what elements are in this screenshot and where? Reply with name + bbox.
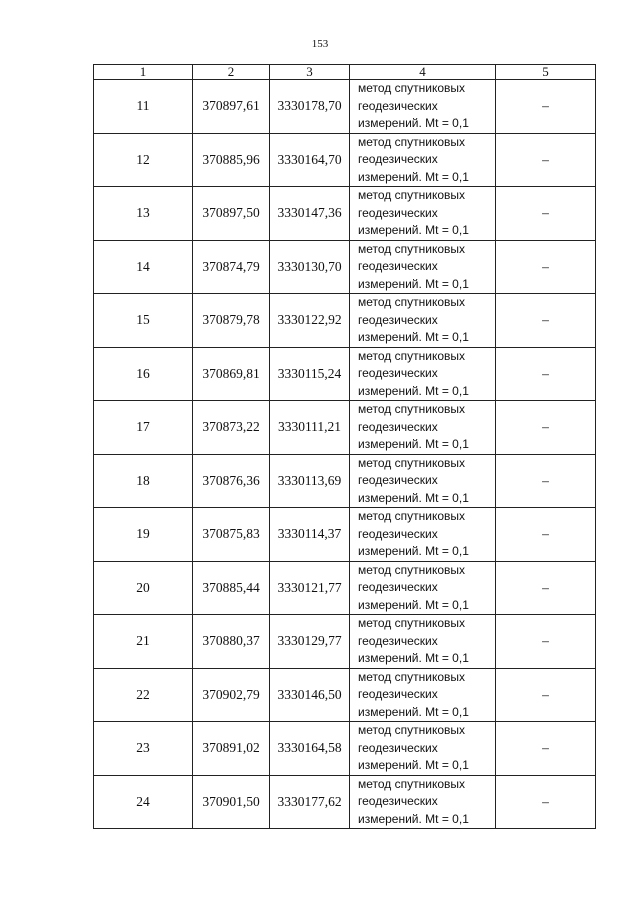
column-5-cell: – (496, 561, 596, 615)
method-cell (350, 668, 496, 722)
method-line: метод спутниковых (358, 402, 466, 416)
method-line: измерений. Mt = 0,1 (358, 169, 469, 184)
point-number-cell: 24 (94, 775, 193, 829)
point-number-cell: 11 (94, 80, 193, 134)
method-line: метод спутниковых (358, 295, 466, 309)
table-row (94, 454, 596, 508)
table-row (94, 775, 596, 829)
method-line: измерений. Mt = 0,1 (358, 116, 469, 130)
point-number-cell: 23 (94, 722, 193, 776)
point-number-cell: 22 (94, 668, 193, 722)
method-line: геодезических (358, 152, 438, 166)
method-cell (350, 80, 496, 134)
y-coordinate-cell: 3330114,37 (270, 508, 350, 562)
table-body (94, 80, 596, 829)
y-coordinate-cell: 3330178,70 (270, 80, 350, 134)
method-line: метод спутниковых (358, 509, 466, 523)
method-line: геодезических (358, 740, 438, 755)
y-coordinate-cell: 3330130,70 (270, 240, 350, 294)
column-header-1: 1 (94, 65, 193, 80)
point-number-cell: 15 (94, 294, 193, 348)
column-5-cell: – (496, 454, 596, 508)
column-5-cell: – (496, 508, 596, 562)
y-coordinate-cell: 3330122,92 (270, 294, 350, 348)
method-line: геодезических (358, 98, 438, 113)
y-coordinate-cell: 3330177,62 (270, 775, 350, 829)
table-header-row (94, 65, 596, 80)
column-header-3: 3 (270, 65, 350, 80)
x-coordinate-cell: 370879,78 (193, 294, 270, 348)
method-line: геодезических (358, 794, 438, 808)
table-row (94, 133, 596, 187)
column-5-cell: – (496, 187, 596, 241)
column-5-cell: – (496, 722, 596, 776)
column-header-2: 2 (193, 65, 270, 80)
y-coordinate-cell: 3330147,36 (270, 187, 350, 241)
method-line: метод спутниковых (358, 241, 466, 256)
x-coordinate-cell: 370891,02 (193, 722, 270, 776)
method-cell (350, 508, 496, 562)
method-line: геодезических (358, 366, 438, 380)
x-coordinate-cell: 370873,22 (193, 401, 270, 455)
column-header-5: 5 (496, 65, 596, 80)
method-line: геодезических (358, 259, 438, 273)
column-5-cell: – (496, 240, 596, 294)
method-line: геодезических (358, 633, 438, 648)
x-coordinate-cell: 370897,61 (193, 80, 270, 134)
method-line: измерений. Mt = 0,1 (358, 597, 469, 612)
column-5-cell: – (496, 775, 596, 829)
y-coordinate-cell: 3330164,58 (270, 722, 350, 776)
method-line: геодезических (358, 473, 438, 487)
method-line: метод спутниковых (358, 723, 466, 737)
method-line: метод спутниковых (358, 348, 466, 363)
method-line: метод спутниковых (358, 455, 466, 470)
method-cell (350, 294, 496, 348)
column-5-cell: – (496, 80, 596, 134)
point-number-cell: 12 (94, 133, 193, 187)
point-number-cell: 16 (94, 347, 193, 401)
table-row (94, 668, 596, 722)
y-coordinate-cell: 3330115,24 (270, 347, 350, 401)
method-line: измерений. Mt = 0,1 (358, 383, 469, 398)
table-row (94, 240, 596, 294)
column-5-cell: – (496, 615, 596, 669)
x-coordinate-cell: 370885,96 (193, 133, 270, 187)
method-line: измерений. Mt = 0,1 (358, 437, 469, 451)
method-line: геодезических (358, 419, 438, 434)
method-cell (350, 615, 496, 669)
x-coordinate-cell: 370874,79 (193, 240, 270, 294)
point-number-cell: 21 (94, 615, 193, 669)
y-coordinate-cell: 3330121,77 (270, 561, 350, 615)
method-line: метод спутниковых (358, 562, 466, 577)
method-cell (350, 133, 496, 187)
point-number-cell: 20 (94, 561, 193, 615)
method-line: измерений. Mt = 0,1 (358, 330, 469, 344)
method-line: метод спутниковых (358, 669, 466, 684)
method-cell (350, 454, 496, 508)
column-5-cell: – (496, 347, 596, 401)
y-coordinate-cell: 3330146,50 (270, 668, 350, 722)
point-number-cell: 17 (94, 401, 193, 455)
table-row (94, 508, 596, 562)
column-5-cell: – (496, 668, 596, 722)
method-line: измерений. Mt = 0,1 (358, 704, 469, 719)
method-line: геодезических (358, 687, 438, 701)
y-coordinate-cell: 3330129,77 (270, 615, 350, 669)
method-line: измерений. Mt = 0,1 (358, 758, 469, 772)
y-coordinate-cell: 3330164,70 (270, 133, 350, 187)
method-line: измерений. Mt = 0,1 (358, 490, 469, 505)
method-line: метод спутниковых (358, 616, 466, 630)
column-5-cell: – (496, 401, 596, 455)
y-coordinate-cell: 3330111,21 (270, 401, 350, 455)
point-number-cell: 18 (94, 454, 193, 508)
method-line: измерений. Mt = 0,1 (358, 223, 469, 237)
method-cell (350, 722, 496, 776)
method-cell (350, 561, 496, 615)
y-coordinate-cell: 3330113,69 (270, 454, 350, 508)
column-header-4: 4 (350, 65, 496, 80)
method-line: измерений. Mt = 0,1 (358, 276, 469, 291)
method-line: метод спутниковых (358, 188, 466, 202)
column-5-cell: – (496, 133, 596, 187)
table-row (94, 561, 596, 615)
column-5-cell: – (496, 294, 596, 348)
method-line: метод спутниковых (358, 776, 466, 791)
table-row (94, 80, 596, 134)
method-line: измерений. Mt = 0,1 (358, 811, 469, 826)
table-row (94, 401, 596, 455)
table-row (94, 615, 596, 669)
x-coordinate-cell: 370902,79 (193, 668, 270, 722)
x-coordinate-cell: 370897,50 (193, 187, 270, 241)
method-line: геодезических (358, 312, 438, 327)
method-line: метод спутниковых (358, 81, 466, 95)
x-coordinate-cell: 370869,81 (193, 347, 270, 401)
method-cell (350, 347, 496, 401)
x-coordinate-cell: 370885,44 (193, 561, 270, 615)
method-line: измерений. Mt = 0,1 (358, 544, 469, 558)
method-line: метод спутниковых (358, 134, 466, 149)
point-number-cell: 14 (94, 240, 193, 294)
coordinates-table (93, 64, 596, 829)
x-coordinate-cell: 370875,83 (193, 508, 270, 562)
table-row (94, 294, 596, 348)
method-line: геодезических (358, 526, 438, 541)
x-coordinate-cell: 370880,37 (193, 615, 270, 669)
x-coordinate-cell: 370876,36 (193, 454, 270, 508)
method-line: измерений. Mt = 0,1 (358, 651, 469, 665)
x-coordinate-cell: 370901,50 (193, 775, 270, 829)
method-line: геодезических (358, 205, 438, 220)
table-row (94, 347, 596, 401)
method-line: геодезических (358, 580, 438, 594)
point-number-cell: 19 (94, 508, 193, 562)
method-cell (350, 401, 496, 455)
page-number: 153 (311, 38, 329, 50)
method-cell (350, 775, 496, 829)
method-cell (350, 240, 496, 294)
method-cell (350, 187, 496, 241)
table-row (94, 187, 596, 241)
table-row (94, 722, 596, 776)
point-number-cell: 13 (94, 187, 193, 241)
